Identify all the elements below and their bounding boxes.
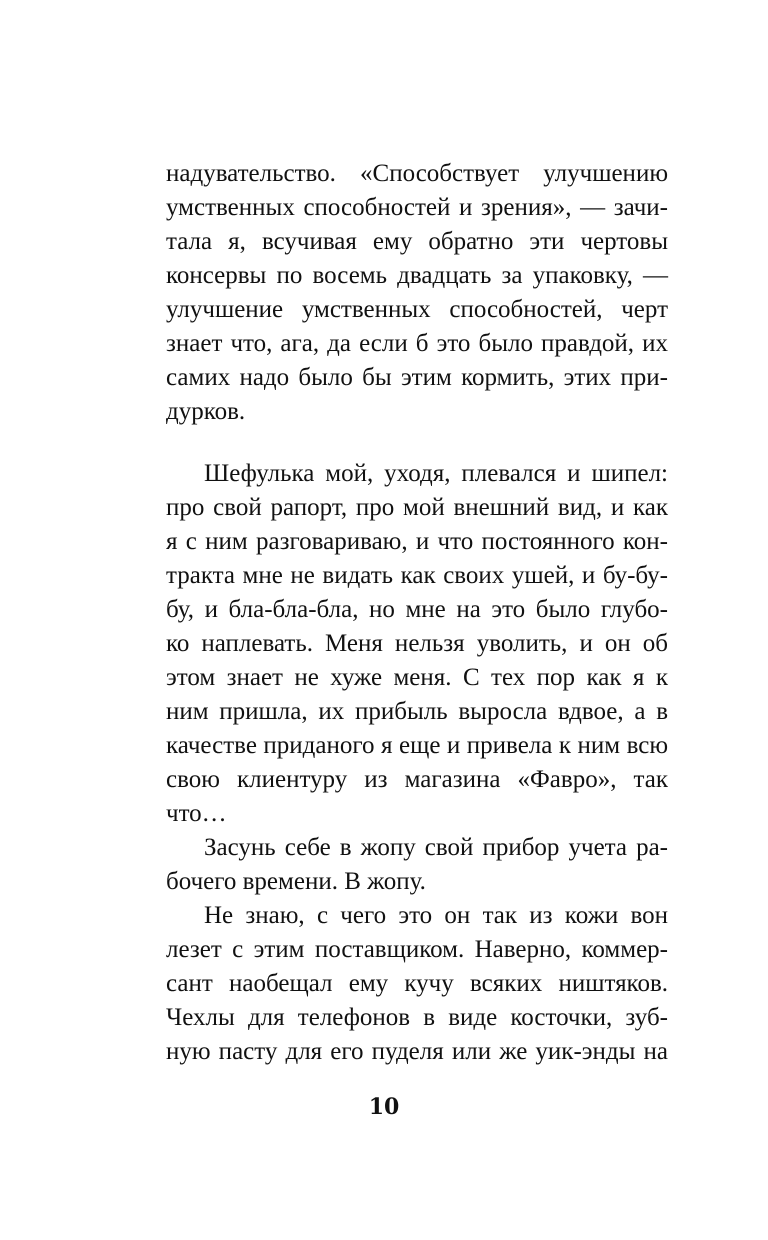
text-line: сант наобещал ему кучу всяких ништяков. <box>166 970 668 997</box>
text-line: бу, и бла-бла-бла, но мне на это было глубо- <box>166 596 668 623</box>
text-line: Шефулька мой, уходя, плевался и шипел: <box>204 460 668 487</box>
text-line: надувательство. «Способствует улучшению <box>166 160 668 187</box>
text-line: самих надо было бы этим кормить, этих при- <box>166 364 668 391</box>
text-line: дурков. <box>166 398 246 425</box>
text-line: умственных способностей и зрения», — зачи- <box>166 194 668 221</box>
text-line: про свой рапорт, про мой внешний вид, и как <box>166 494 668 521</box>
text-line: что… <box>166 800 227 827</box>
text-line: улучшение умственных способностей, черт <box>166 296 668 323</box>
text-line: тракта мне не видать как своих ушей, и бу-бу- <box>166 562 668 589</box>
text-line: я с ним разговариваю, и что постоянного кон- <box>166 528 668 555</box>
text-line: Чехлы для телефонов в виде косточки, зуб- <box>166 1004 668 1031</box>
text-line: ко наплевать. Меня нельзя уволить, и он об <box>166 630 668 657</box>
text-line: качестве приданого я еще и привела к ним всю <box>166 732 668 759</box>
text-line: бочего времени. В жопу. <box>166 868 426 895</box>
text-line: консервы по восемь двадцать за упаковку, — <box>166 262 668 289</box>
page-number: 10 <box>368 1094 400 1120</box>
text-line: Не знаю, с чего это он так из кожи вон <box>204 902 668 929</box>
text-line: знает что, ага, да если б это было правдой, их <box>166 330 668 357</box>
text-line: лезет с этим поставщиком. Наверно, коммер- <box>166 936 668 963</box>
text-line: ним пришла, их прибыль выросла вдвое, а в <box>166 698 668 725</box>
text-line: тала я, всучивая ему обратно эти чертовы <box>166 228 668 255</box>
text-line: свою клиентуру из магазина «Фавро», так <box>166 766 668 793</box>
text-line: ную пасту для его пуделя или же уик-энды на <box>166 1038 668 1065</box>
text-line: этом знает не хуже меня. С тех пор как я к <box>166 664 668 691</box>
text-line: Засунь себе в жопу свой прибор учета ра- <box>204 834 668 861</box>
